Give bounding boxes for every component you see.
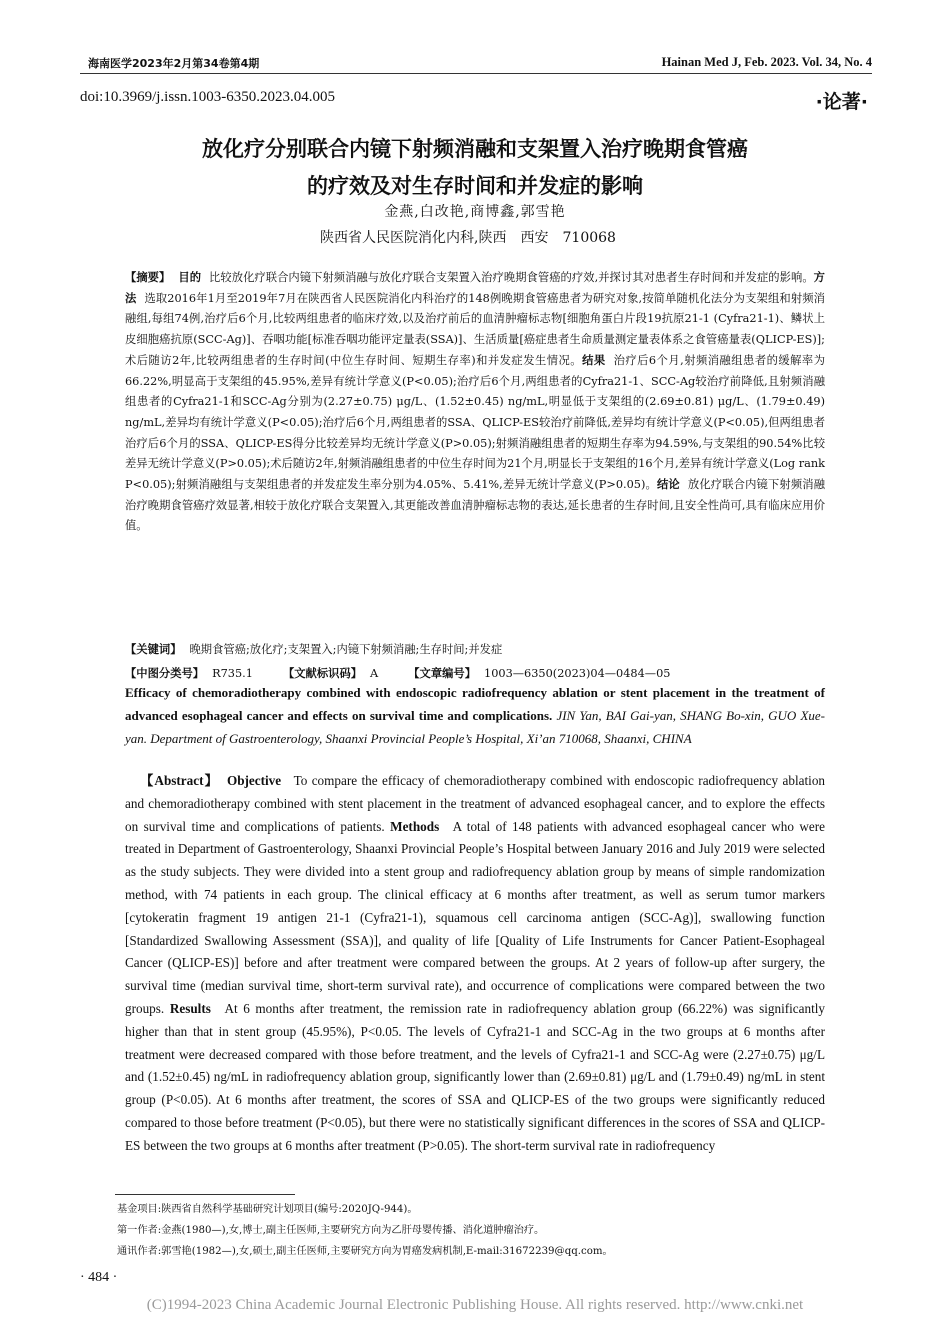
article-number-value: 1003—6350(2023)04—0484—05 [484, 667, 671, 680]
english-authors-affiliation: JIN Yan, BAI Gai-yan, SHANG Bo-xin, GUO Xue-yan. Department of Gastroenterology, Shaanxi Provincial People’s Hospital, Xi’an 710068, Shaanxi, CHINA [125, 707, 825, 746]
footnote-first-author: 第一作者:金燕(1980—),女,博士,副主任医师,主要研究方向为乙肝母婴传播、消化道肿瘤治疗。 [117, 1225, 545, 1236]
footnote-fund: 基金项目:陕西省自然科学基础研究计划项目(编号:2020JQ-944)。 [117, 1204, 418, 1215]
doc-code-value: A [370, 667, 379, 680]
results-cn-text: 治疗后6个月,射频消融组患者的缓解率为66.22%,明显高于支架组的45.95%,差异有统计学意义(P<0.05);治疗后6个月,两组患者的Cyfra21-1、SCC-Ag较治疗前降低,且射频消融组患者的Cyfra21-1和SCC-Ag分别为(2.27±0.75) μg/L、(1.52±0.45) ng/mL,明显低于支架组的(2.69±0.81) μg/L、(1.79±0.49) ng/mL,差异均有统计学意义(P<0.05);治疗后6个月,两组患者的SSA、QLICP-ES较治疗前降低,差异均有统计学意义(P<0.05),但两组患者治疗后6个月的SSA、QLICP-ES得分比较差异均无统计学意义(P>0.05);射频消融组患者的短期生存率为94.59%,与支架组的90.54%比较差异无统计学意义(P>0.05);术后随访2年,射频消融组患者的中位生存时间为21个月,明显长于支架组的16个月,差异有统计学意义(Log rank P<0.05);射频消融组与支架组患者的并发症发生率分别为4.05%、5.41%,差异无统计学意义(P>0.05)。 [125, 353, 825, 492]
page-number: · 484 · [80, 1270, 118, 1285]
keywords-label: 【关键词】 [125, 643, 182, 656]
objective-cn-text: 比较放化疗联合内镜下射频消融与放化疗联合支架置入治疗晚期食管癌的疗效,并探讨其对患者生存时间和并发症的影响。 [209, 271, 814, 284]
results-cn-label: 结果 [582, 353, 606, 367]
journal-header-en: Hainan Med J, Feb. 2023. Vol. 34, No. 4 [661, 55, 872, 69]
footnote-rule [115, 1194, 295, 1195]
abstract-cn [125, 268, 825, 537]
english-title: Efficacy of chemoradiotherapy combined with endoscopic radiofrequency ablation or stent placement in the treatment of advanced esophageal cancer and effects on survival time and complications. [125, 685, 825, 723]
affiliation-zip: 710068 [562, 230, 616, 246]
affiliation-dept: 陕西省人民医院消化内科,陕西 [320, 230, 507, 246]
affiliation-city: 西安 [520, 230, 549, 246]
keywords-cn [125, 640, 825, 660]
methods-en-label: Methods [390, 818, 440, 834]
objective-cn-label: 目的 [178, 271, 202, 284]
journal-header-cn: 海南医学2023年2月第34卷第4期 [88, 57, 260, 70]
clc-label: 【中图分类号】 [125, 667, 205, 680]
copyright-watermark: (C)1994-2023 China Academic Journal Electronic Publishing House. All rights reserved. http://www.cnki.net [146, 1297, 804, 1313]
doi[interactable]: doi:10.3969/j.issn.1003-6350.2023.04.005 [80, 89, 336, 105]
methods-cn-label: 方法 [125, 271, 825, 305]
objective-en-label: Objective [226, 773, 282, 788]
methods-en-text: A total of 148 patients with advanced esophageal cancer who were treated in Department of Gastroenterology, Shaanxi Provincial People’s Hospital between January 2016 and July 2019 were selected as the study subjects. They were divided into a stent group and radiofrequency ablation group by means of simple randomization method, with 74 patients in each group. The clinical efficacy at 6 months after treatment, as well as serum tumor markers [cytokeratin fragment 19 antigen 21-1 (Cyfra21-1), squamous cell carcinoma antigen (SCC-Ag)], swallowing function [Standardized Swallowing Assessment (SSA)], and quality of life [Quality of Life Instruments for Cancer Patient-Esophageal Cancer (QLICP-ES)] before and after treatment were compared between the groups. At 2 years of follow-up after surgery, the survival time (median survival time, short-term survival rate), and occurrence of complications were compared between the two groups. [125, 818, 826, 1016]
results-en-label: Results [169, 1000, 211, 1016]
classification-line [125, 664, 825, 684]
clc-value: R735.1 [212, 667, 253, 680]
footnote-corresponding-author: 通讯作者:郭雪艳(1982—),女,硕士,副主任医师,主要研究方向为胃癌发病机制,E-mail:31672239@qq.com。 [117, 1246, 613, 1257]
paper-title-line-1: 放化疗分别联合内镜下射频消融和支架置入治疗晚期食管癌 [202, 137, 748, 161]
abstract-cn-label: 【摘要】 [125, 271, 171, 284]
affiliation [0, 227, 950, 247]
authors: 金燕,白改艳,商博鑫,郭雪艳 [384, 204, 566, 220]
header-rule [80, 73, 872, 74]
article-number-label: 【文章编号】 [408, 667, 477, 680]
methods-cn-text: 选取2016年1月至2019年7月在陕西省人民医院消化内科治疗的148例晚期食管癌患者为研究对象,按简单随机化法分为支架组和射频消融组,每组74例,治疗后6个月,比较两组患者的临床疗效,以及治疗前后的血清肿瘤标志物[细胞角蛋白片段19抗原21-1 (Cyfra21-1)、鳞状上皮细胞癌抗原(SCC-Ag)]、吞咽功能[标准吞咽功能评定量表(SSA)]、生活质量[癌症患者生命质量测定量表体系之食管癌量表(QLICP-ES)];术后随访2年,比较两组患者的生存时间(中位生存时间、短期生存率)和并发症发生情况。 [125, 291, 825, 367]
paper-title-line-2: 的疗效及对生存时间和并发症的影响 [307, 174, 643, 198]
doc-code-label: 【文献标识码】 [282, 667, 363, 680]
abstract-en [125, 770, 825, 1158]
keywords-text: 晚期食管癌;放化疗;支架置入;内镜下射频消融;生存时间;并发症 [189, 643, 503, 656]
objective-en-text: To compare the efficacy of chemoradiotherapy combined with endoscopic radiofrequency ablation and chemoradiotherapy combined with stent placement in the treatment of advanced esophageal cancer, and to explore the effects on survival time and complications of patients. [125, 773, 826, 834]
results-en-text: At 6 months after treatment, the remission rate in radiofrequency ablation group (66.22%) was significantly higher than that in stent group (45.95%), P<0.05. The levels of Cyfra21-1 and SCC-Ag in the two groups at 6 months after treatment were decreased compared with those before treatment, and the levels of Cyfra21-1 and SCC-Ag were (2.27±0.75) μg/L and (1.52±0.45) ng/mL in radiofrequency ablation group, significantly lower than (2.69±0.81) μg/L and (1.79±0.49) ng/mL in stent group (P<0.05). At 6 months after treatment, the scores of SSA and QLICP-ES of the two groups were significantly reduced compared to those before treatment (P<0.05), but there were no statistically significant differences in the scores of SSA and QLICP-ES between the two groups at 6 months after treatment (P>0.05). The short-term survival rate in radiofrequency [125, 1000, 826, 1153]
conclusion-cn-label: 结论 [656, 478, 680, 492]
abstract-en-label: 【Abstract】 [139, 773, 219, 788]
conclusion-cn-text: 放化疗联合内镜下射频消融治疗晚期食管癌疗效显著,相较于放化疗联合支架置入,其更能改善血清肿瘤标志物的表达,延长患者的生存时间,且安全性尚可,具有临床应用价值。 [125, 478, 825, 533]
section-label: ·论著· [815, 91, 868, 113]
english-title-block [125, 682, 825, 750]
